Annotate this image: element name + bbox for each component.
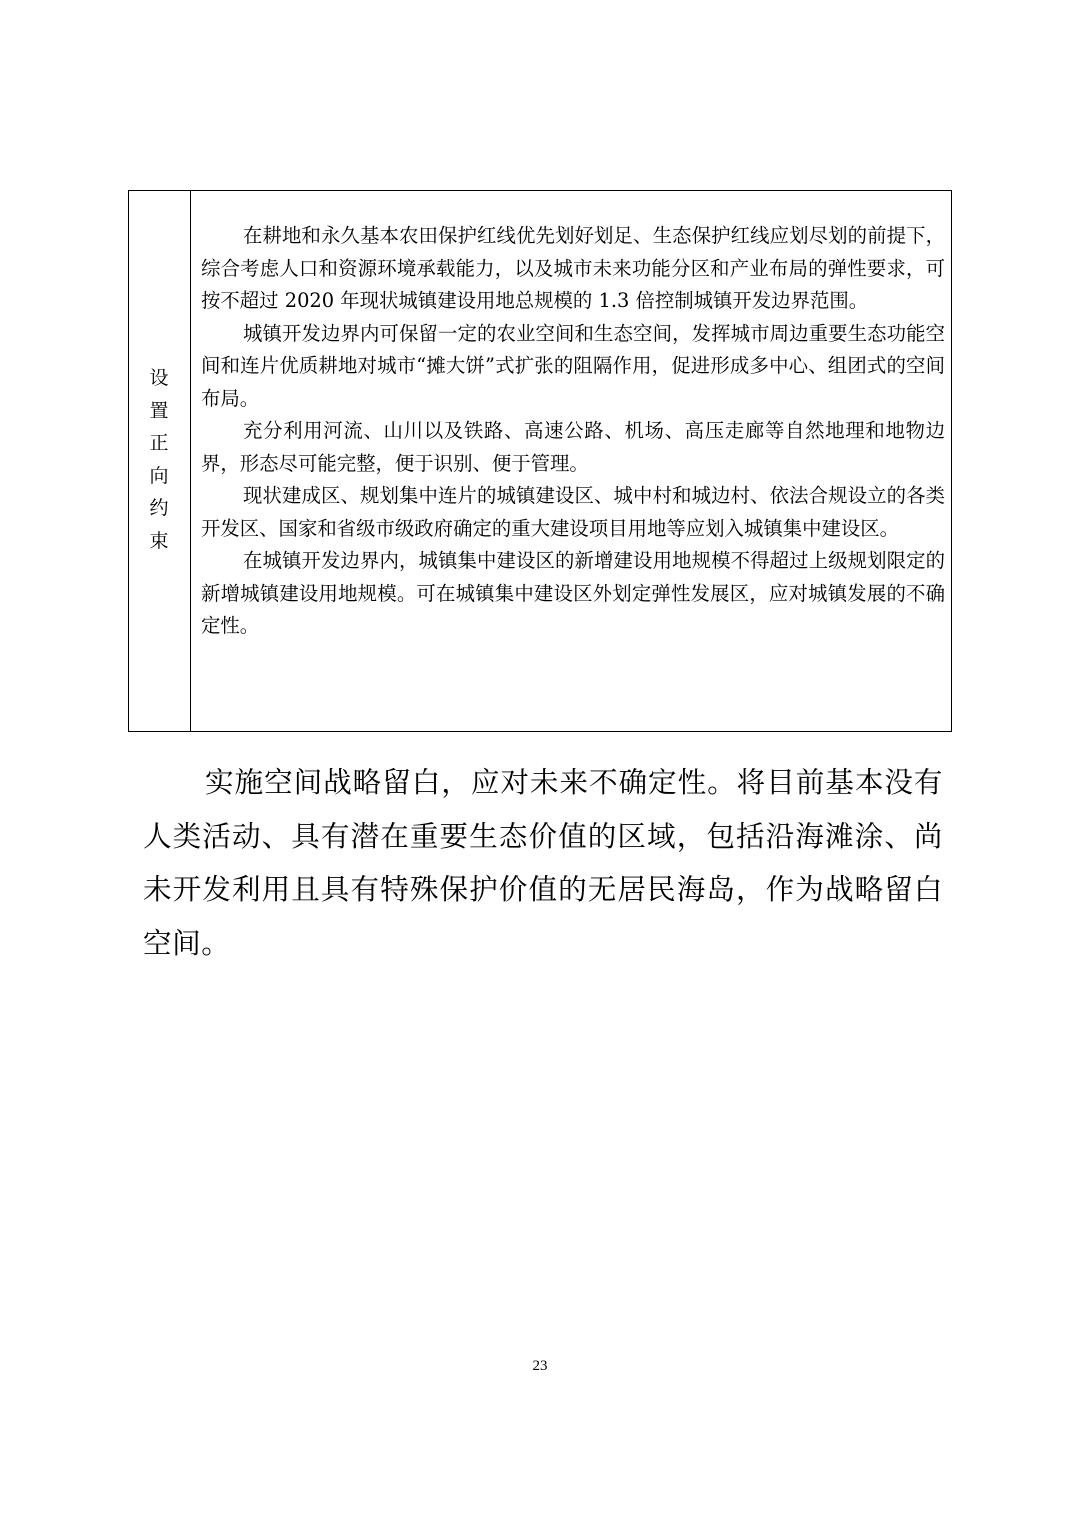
table-label-char: 置 — [149, 399, 169, 422]
table-paragraph: 现状建成区、规划集中连片的城镇建设区、城中村和城边村、依法合规设立的各类开发区、国家和省级市级政府确定的重大建设项目用地等应划入城镇集中建设区。 — [201, 484, 945, 540]
table-label-cell — [129, 191, 191, 731]
table-content-cell — [201, 220, 945, 643]
table-label-char: 正 — [149, 432, 169, 455]
constraint-table — [128, 190, 952, 732]
table-paragraph: 在耕地和永久基本农田保护红线优先划好划足、生态保护红线应划尽划的前提下，综合考虑人口和资源环境承载能力，以及城市未来功能分区和产业布局的弹性要求，可按不超过 2020 年现状城镇建设用地总规模的 1.3 倍控制城镇开发边界范围。 — [201, 224, 945, 312]
table-paragraph: 充分利用河流、山川以及铁路、高速公路、机场、高压走廊等自然地理和地物边界，形态尽可能完整，便于识别、便于管理。 — [201, 419, 945, 475]
table-paragraph: 在城镇开发边界内，城镇集中建设区的新增建设用地规模不得超过上级规划限定的新增城镇建设用地规模。可在城镇集中建设区外划定弹性发展区，应对城镇发展的不确定性。 — [201, 549, 945, 637]
table-label-char: 设 — [149, 367, 169, 389]
page-number: 23 — [532, 1358, 548, 1374]
table-label — [129, 362, 189, 558]
body-paragraph: 实施空间战略留白，应对未来不确定性。将目前基本没有人类活动、具有潜在重要生态价值的区域，包括沿海滩涂、尚未开发利用且具有特殊保护价值的无居民海岛，作为战略留白空间。 — [143, 765, 943, 960]
table-paragraph: 城镇开发边界内可保留一定的农业空间和生态空间，发挥城市周边重要生态功能空间和连片优质耕地对城市“摊大饼”式扩张的阻隔作用，促进形成多中心、组团式的空间布局。 — [201, 321, 945, 410]
table-label-char: 束 — [149, 529, 169, 552]
table-label-char: 约 — [149, 497, 169, 520]
table-label-char: 向 — [149, 464, 169, 487]
